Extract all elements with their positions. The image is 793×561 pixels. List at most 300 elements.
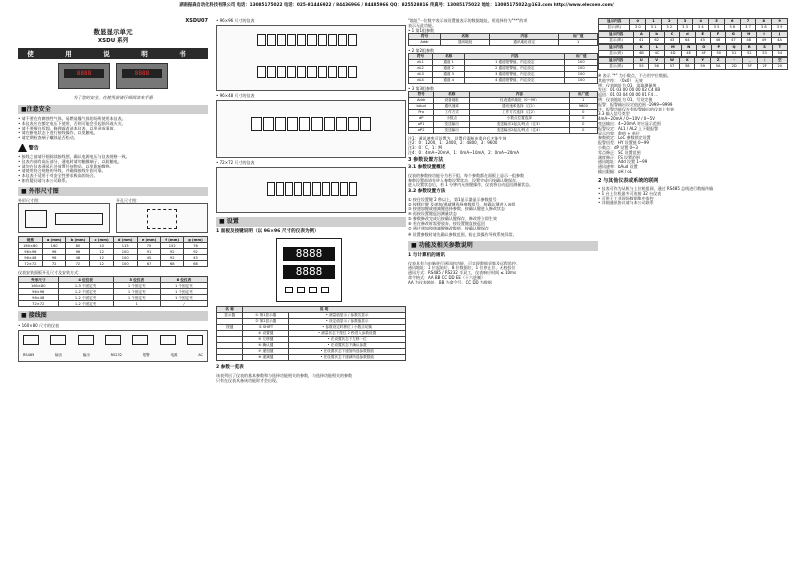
- network-line: • 仪表可作为从机与上位机组网，通过 RS485 总线进行数据传输: [598, 186, 788, 191]
- terminal: [297, 66, 306, 78]
- table-header: 显示内容: [599, 32, 634, 38]
- table-cell: oP1: [409, 121, 434, 127]
- intro-line: 表示无此功能。: [408, 22, 436, 28]
- wiring-subtitle: • 160×80 尺寸的仪表: [18, 323, 208, 328]
- comm-examples: [598, 73, 788, 174]
- terminal-labels: [23, 353, 203, 357]
- safety-item: • 本仪表应在额定电压下使用，否则可能会引起损坏或火灾。: [18, 121, 208, 126]
- terminal: [338, 66, 347, 78]
- table-cell: 变送输出: [434, 127, 470, 133]
- table-cell: 12: [90, 261, 113, 267]
- table-header: J: [772, 32, 788, 38]
- example-line: 输出限幅：oH / oL: [598, 168, 633, 174]
- table-header: C: [664, 32, 679, 38]
- terminal: [348, 117, 359, 131]
- char-table-1: [598, 18, 788, 31]
- table-header: g (mm): [183, 237, 207, 243]
- table-header: 5 位仪表: [113, 277, 160, 283]
- column-3: [408, 18, 598, 553]
- table-cell: 160: [42, 243, 66, 249]
- char-table-4: [598, 57, 788, 70]
- example-line: 报警设定：AL1 / AL2 上下限报警: [598, 125, 659, 131]
- table-header: S: [757, 45, 772, 51]
- meter-display: 8888: [64, 69, 104, 78]
- terminal: [251, 117, 262, 131]
- table-cell: 52: [742, 51, 757, 57]
- table-header: 7: [740, 19, 756, 25]
- section-setup: ■ 设置: [216, 217, 406, 227]
- comm-line: 仪表具有与电脑进行通讯的功能，可实现数据采集及远程监控。: [408, 260, 520, 266]
- up-key[interactable]: [309, 287, 317, 293]
- key-row: [285, 287, 329, 293]
- table-header: 2: [661, 19, 677, 25]
- table-header: O: [696, 45, 711, 51]
- table-header: L: [649, 45, 665, 51]
- table-cell: 54: [772, 51, 787, 57]
- display-1: 8888: [283, 247, 335, 261]
- table-header: e (mm): [137, 237, 161, 243]
- panel-subtitle: 1 面板及按键说明（以 96×96 尺寸的仪表为例）: [216, 228, 319, 234]
- table-cell: [217, 355, 243, 361]
- table-header: H: [741, 32, 756, 38]
- table-cell: 115: [113, 243, 137, 249]
- table-cell: 0: [569, 115, 597, 121]
- table-cell: • 设定值显示 / 参数值显示: [289, 319, 406, 325]
- table-cell: 76: [183, 243, 207, 249]
- table-cell: oP2: [409, 127, 434, 133]
- terminal-block: [105, 335, 121, 345]
- table-row: [217, 355, 406, 361]
- table-cell: 57: [664, 64, 679, 70]
- slogan: 为了您的安全，在使用前请仔细阅读本手册: [73, 95, 153, 101]
- table-cell: 96: [42, 249, 66, 255]
- comm-line: 通讯地址：1 位起始位、8 位数据位、1 位停止位、无校验位: [408, 265, 516, 271]
- terminal: [307, 66, 316, 78]
- table-cell: 92: [161, 249, 184, 255]
- table-row: [599, 51, 788, 57]
- terminal: [336, 117, 347, 131]
- terminal-block: [187, 335, 203, 345]
- table-cell: 72: [66, 261, 90, 267]
- safety-item: • 请定期检查端子螺丝是否松动。: [18, 135, 208, 140]
- table-cell: 1 个固定夹: [113, 289, 160, 295]
- manual-char: 书: [179, 49, 199, 58]
- group-3-table: [408, 91, 598, 134]
- table-cell: 0: [569, 127, 597, 133]
- key-table: [216, 306, 406, 361]
- table-header: 显示内容: [599, 58, 634, 64]
- table-cell: 通道 3: [433, 71, 465, 77]
- example-line: 变送输出：4~20mA 对应显示范围: [598, 120, 661, 126]
- table-header: 9: [772, 19, 788, 25]
- terminal: [324, 117, 335, 131]
- terminal: [287, 66, 296, 78]
- table-cell: 62: [649, 38, 664, 44]
- table-cell: 1-2 个固定夹: [58, 301, 113, 307]
- example-line: 报警回差：HY 设置值 0~99: [598, 140, 649, 145]
- table-cell: • 在设置状态下递加所选参数数值: [289, 349, 406, 355]
- terminal: [277, 66, 286, 78]
- table-cell: 100: [113, 249, 137, 255]
- setting-method-title: 3 参数设置方法: [408, 156, 444, 163]
- table-cell: 通道 1: [433, 59, 465, 65]
- table-cell: 小数点: [434, 115, 470, 121]
- table-cell: 1: [113, 301, 160, 307]
- table-cell: • 在设置状态下确认参数: [289, 343, 406, 349]
- table-cell: 58: [680, 64, 695, 70]
- table-cell: 72×72: [19, 301, 59, 307]
- step-line: ⑥ 若在修改时需要放弃，按设置键直接返回: [408, 220, 485, 226]
- table-cell: 92: [161, 255, 184, 261]
- table-cell: 显示器: [217, 313, 243, 319]
- terminal: [297, 34, 306, 46]
- down-key[interactable]: [321, 287, 329, 293]
- table-header: Z: [710, 58, 726, 64]
- column-2: [216, 18, 406, 553]
- drawing-title-72x72: • 72×72 尺寸的仪表: [216, 160, 406, 165]
- dimension-table: [18, 236, 208, 267]
- comm-line: 通讯方式：RS485 / RS232 半双工，仪表响应时间 ≤ 10ms: [408, 270, 517, 275]
- step-line: ⑦ 通过递加和递减键修改数值，按确认键保存: [408, 225, 489, 231]
- section-wiring: ■ 接线图: [18, 311, 208, 321]
- group-1-table: [408, 33, 598, 46]
- table-cell: 59: [695, 64, 710, 70]
- group-3-title: • 3 第3组参数: [408, 86, 598, 91]
- table-header: P: [711, 45, 726, 51]
- table-cell: • 测量值显示 / 参数名显示: [289, 313, 406, 319]
- table-cell: 96: [42, 255, 66, 261]
- column-1: [18, 18, 208, 553]
- table-cell: 100: [565, 77, 598, 83]
- table-cell: dL3: [409, 71, 433, 77]
- table-cell: 1 个固定夹: [160, 283, 207, 289]
- table-header: 名称: [433, 53, 465, 59]
- dimension-drawings: [18, 198, 208, 233]
- table-header: 规格: [19, 237, 43, 243]
- page-header: 湖南振森自动化科技有限公司 电话：13085175022 电话：025-81446922 / 84436966 / 84485966 QQ：825528816 传真号：13085175022 地址：13085175022@163.com http://www.elecsen.com/: [179, 3, 614, 8]
- table-cell: 通讯地址: [441, 39, 490, 45]
- table-cell: 按键: [217, 325, 243, 331]
- note-line: 注3：0：C，1：M: [408, 145, 442, 150]
- table-cell: dP: [409, 115, 434, 121]
- terminal-label: RS232: [110, 353, 122, 358]
- table-row: [19, 261, 208, 267]
- terminal: [307, 34, 316, 46]
- table-cell: Addr: [409, 39, 441, 45]
- terminal: [360, 117, 371, 131]
- table-cell: 100: [565, 65, 598, 71]
- table-cell: 3 2: [661, 25, 677, 31]
- table-cell: 92: [183, 249, 207, 255]
- table-cell: 45: [137, 255, 161, 261]
- overview-line: 仪表的参数按功能分为若干组，每个参数都在面板上显示一组参数: [408, 172, 524, 178]
- table-cell: 工作方式: [434, 109, 470, 115]
- table-cell: 4F: [696, 51, 711, 57]
- table-cell: • 参数设定时移位 / 小数点切换: [289, 325, 406, 331]
- example-line: 报警：报警输出设定值范围 -1999~9999: [598, 101, 673, 107]
- table-cell: 96×48: [19, 255, 43, 261]
- hole-outline: [116, 203, 208, 233]
- example-line: 参数锁定：LoC 参数锁定设置: [598, 135, 651, 141]
- table-cell: 53: [757, 51, 772, 57]
- comm-line: 命令格式：AA BB CC DD EE（十六进制）: [408, 274, 485, 280]
- terminal: [267, 66, 276, 78]
- table-header: V: [649, 58, 664, 64]
- table-header: 5: [709, 19, 725, 25]
- table-cell: 55: [634, 64, 649, 70]
- overview-line: 参数设置前请先进入参数设置状态，设置完成后按确认键保存。: [408, 177, 520, 183]
- safety-item: • 请在断电状态下进行接线操作，以免触电。: [18, 130, 208, 135]
- table-cell: 1 个固定夹: [160, 295, 207, 301]
- terminal-strip-top: [257, 34, 357, 46]
- table-cell: 3 1: [646, 25, 662, 31]
- setting-steps-title: 3.2 参数设置方法: [408, 189, 446, 195]
- group-2-title: • 2 第2组参数: [408, 48, 598, 53]
- hole-label: 开孔尺寸图：: [116, 198, 140, 204]
- table-cell: 45: [695, 38, 710, 44]
- terminal: [285, 182, 293, 196]
- table-cell: 96: [66, 249, 90, 255]
- table-header: 8 位仪表: [160, 277, 207, 283]
- table-cell: 20: [772, 64, 787, 70]
- table-cell: 100: [565, 71, 598, 77]
- column-4: [598, 18, 788, 553]
- model-number: XSDU07: [185, 18, 208, 24]
- safety-list: [18, 116, 208, 140]
- table-header: W: [664, 58, 679, 64]
- terminal: [267, 34, 276, 46]
- table-header: 4: [693, 19, 709, 25]
- table-cell: 50: [711, 51, 726, 57]
- notes: [408, 136, 598, 155]
- network-text: [598, 186, 788, 205]
- table-cell: bAud: [409, 103, 434, 109]
- table-cell: 80: [66, 243, 90, 249]
- table-header: I: [756, 32, 771, 38]
- warning-title: 警告: [28, 145, 39, 152]
- table-cell: 通道 2: [433, 65, 465, 71]
- network-line: • 1 台上位机最多可连接 32 台仪表: [598, 191, 788, 196]
- table-cell: 1-2 个固定夹: [58, 289, 113, 295]
- table-header: 0: [630, 19, 646, 25]
- note-line: 注4：0：4mA~20mA，1：0mA~10mA，2：0mA~20mA: [408, 149, 519, 155]
- table-cell: 小数点位置选择: [470, 115, 570, 121]
- table-cell: 47: [726, 38, 741, 44]
- table-cell: ① 第1显示器: [243, 313, 289, 319]
- table-cell: 3 9: [772, 25, 788, 31]
- terminal-block: [78, 335, 94, 345]
- terminal-block: [23, 335, 39, 345]
- wiring-72x72: [216, 167, 406, 213]
- step-line: ② 按移位键 及递加/递减键选择参数组号，按确认键进入该组: [408, 201, 516, 207]
- shift-key[interactable]: [297, 287, 305, 293]
- warning-item: • 仪表内部有高压部分，通电时请勿触摸端子，以防触电。: [18, 159, 208, 164]
- terminal: [267, 182, 275, 196]
- terminal-strip: [251, 117, 371, 131]
- setting-steps: [408, 197, 598, 231]
- set-key[interactable]: [285, 287, 293, 293]
- terminal: [275, 117, 286, 131]
- table-header: a (mm): [42, 237, 66, 243]
- table-cell: 3 0: [630, 25, 646, 31]
- table-cell: 通讯速率: [434, 103, 470, 109]
- table-header: X: [680, 58, 695, 64]
- table-cell: 变送输出1起点/终点（注3）: [470, 121, 570, 127]
- table-cell: 160×80: [19, 283, 59, 289]
- warning-item: • 如有疑问请与本公司联系。: [18, 178, 208, 183]
- warning-item: • 请勿在仪表通风孔处放置任何物品，以免影响散热。: [18, 164, 208, 169]
- step-line: ④ 再按设置键返回测量状态: [408, 211, 457, 217]
- table-cell: 1 通道报警值，内定设定: [465, 59, 565, 65]
- table-cell: 12: [90, 249, 113, 255]
- terminal: [318, 66, 327, 78]
- table-cell: 3 5: [709, 25, 725, 31]
- network-line: • 详细通讯协议请与本公司联系: [598, 200, 788, 205]
- terminal: [322, 182, 330, 196]
- table-header: 出厂值: [559, 33, 598, 39]
- table-cell: 变送输出: [434, 121, 470, 127]
- example-line: 发送：01 03 00 00 00 02 C4 0B: [598, 87, 661, 93]
- table-header: 出厂值: [569, 91, 597, 97]
- table-header: 内容: [465, 53, 565, 59]
- table-header: d: [680, 32, 695, 38]
- table-cell: 67: [137, 261, 161, 267]
- drawing-title-96x96: • 96×96 尺寸的仪表: [216, 18, 406, 23]
- table-cell: 通讯速率选择（注1）: [470, 103, 570, 109]
- table-cell: 3 4: [693, 25, 709, 31]
- table-cell: 3 7: [740, 25, 756, 31]
- terminal-block: [50, 335, 66, 345]
- table-header: U: [634, 58, 649, 64]
- table-cell: 4 通道报警值，内定设定: [465, 77, 565, 83]
- table-header: 4 位仪表: [58, 277, 113, 283]
- table-header: T: [772, 45, 787, 51]
- manual-band: [18, 48, 208, 59]
- terminal: [294, 182, 302, 196]
- table-cell: 45: [183, 255, 207, 261]
- table-cell: 12: [90, 255, 113, 261]
- table-header: 符号: [409, 33, 441, 39]
- table-cell: 96×96: [19, 249, 43, 255]
- terminal: [348, 66, 357, 78]
- ext-drawing: [18, 198, 110, 233]
- table-header: A: [634, 32, 649, 38]
- cutout: [147, 209, 177, 229]
- product-photos: [18, 63, 208, 91]
- intro-line: "地址"一位数字表示该设置值表示的数据地址，用选择符为"**"的项: [408, 18, 528, 23]
- warning-heading: [18, 144, 208, 152]
- wiring-96x96: [216, 25, 406, 91]
- note-line: 注2：0：1200，1：2400，2：4800，3：9600: [408, 140, 498, 146]
- table-cell: 49: [756, 38, 771, 44]
- terminal: [348, 34, 357, 46]
- network-title: 2 与其他仪表或系统的联网: [598, 177, 659, 184]
- manual-char: 明: [141, 49, 161, 58]
- table-cell: 10: [90, 243, 113, 249]
- table-cell: Pro: [409, 109, 434, 115]
- terminal: [263, 117, 274, 131]
- table-cell: 1-3 个固定夹: [58, 283, 113, 289]
- hole-drawing: [116, 198, 208, 233]
- param-line: 只有在仪表具备该功能时才会出现。: [216, 377, 280, 383]
- warning-item: • 接线之前请仔细阅读接线图，确认电源电压与仪表规格一致。: [18, 154, 208, 159]
- ext-outline: [18, 203, 110, 233]
- warning-item: • 请使用符合规格的导线，并确保接线牢固可靠。: [18, 168, 208, 173]
- table-cell: 152: [161, 243, 184, 249]
- setting-overview-title: 3.1 参数设置概述: [408, 165, 446, 171]
- terminal-strip: [267, 182, 357, 196]
- table-row: [599, 25, 788, 31]
- table-cell: • 在设置状态下递减所选参数数值: [289, 355, 406, 361]
- table-cell: 变送输出2起点/终点（注4）: [470, 127, 570, 133]
- terminal-label: RS485: [23, 353, 35, 358]
- table-cell: 1 个固定夹: [113, 295, 160, 301]
- table-cell: 通讯地址设定: [490, 39, 559, 45]
- table-cell: 48: [66, 255, 90, 261]
- table-cell: 仪表通讯地址（0~99）: [470, 97, 570, 103]
- terminal-label: 输出: [55, 353, 63, 358]
- table-header: 显示内容: [599, 45, 634, 51]
- table-cell: ⑤ 左移键: [243, 337, 289, 343]
- table-cell: 2 通道报警值，内定设定: [465, 65, 565, 71]
- setting-overview: [408, 173, 598, 187]
- table-cell: 100: [113, 261, 137, 267]
- step-line: ① 按住设置键 2 秒以上，第1显示器显示参数组号: [408, 196, 497, 202]
- table-cell: 通道 4: [433, 77, 465, 83]
- table-cell: 1 个固定夹: [113, 283, 160, 289]
- table-header: 符号: [409, 91, 434, 97]
- mount-table: [18, 276, 208, 307]
- table-header: 符号: [409, 53, 433, 59]
- comm-text: [408, 261, 598, 285]
- table-cell: 5A: [710, 64, 726, 70]
- table-header: Y: [695, 58, 710, 64]
- table-cell: 显示(码): [599, 25, 630, 31]
- table-cell: dL2: [409, 65, 433, 71]
- table-header: E: [695, 32, 710, 38]
- terminal: [331, 182, 339, 196]
- warning-item: • 本仪表不适用于对安全性要求极高的场合。: [18, 173, 208, 178]
- terminal: [276, 182, 284, 196]
- table-cell: 100: [113, 255, 137, 261]
- example-line: 零点修正：SC 设置范围: [598, 149, 641, 155]
- table-cell: • 测量状态下按住 2 秒进入参数设置: [289, 331, 406, 337]
- example-line: 例：仪表地址为 01，写设定值: [598, 96, 653, 102]
- table-header: _: [742, 58, 757, 64]
- drawing-title-96x48: • 96×48 尺寸的仪表: [216, 93, 406, 98]
- wiring-96x48: [216, 100, 406, 158]
- table-header: 内容: [470, 91, 570, 97]
- table-header: F: [710, 32, 725, 38]
- table-header: 空: [772, 58, 787, 64]
- table-cell: 显示(码): [599, 38, 634, 44]
- table-cell: 显示(码): [599, 51, 634, 57]
- table-cell: 2D: [726, 64, 742, 70]
- step-line: ⑤ 参数修改完成后按确认键保存，修改将立即生效: [408, 216, 497, 221]
- terminal: [312, 182, 320, 196]
- table-cell: 设备地址: [434, 97, 470, 103]
- terminal: [287, 34, 296, 46]
- section-dimensions: ■ 外形尺寸图: [18, 187, 208, 197]
- overview-line: 进入设置状态后，若 1 分钟内无按键操作，仪表将自动返回测量状态。: [408, 182, 534, 188]
- example-line: 满度修正：FS 设置范围: [598, 154, 641, 160]
- terminal-label: AC: [198, 353, 203, 358]
- table-cell: 1: [569, 97, 597, 103]
- mount-label: 仪表安装面板开孔尺寸及安装方式：: [18, 270, 82, 276]
- doc-title: 数显显示单元: [93, 28, 133, 37]
- ext-label: 外形尺寸图：: [18, 198, 42, 204]
- terminal: [303, 182, 311, 196]
